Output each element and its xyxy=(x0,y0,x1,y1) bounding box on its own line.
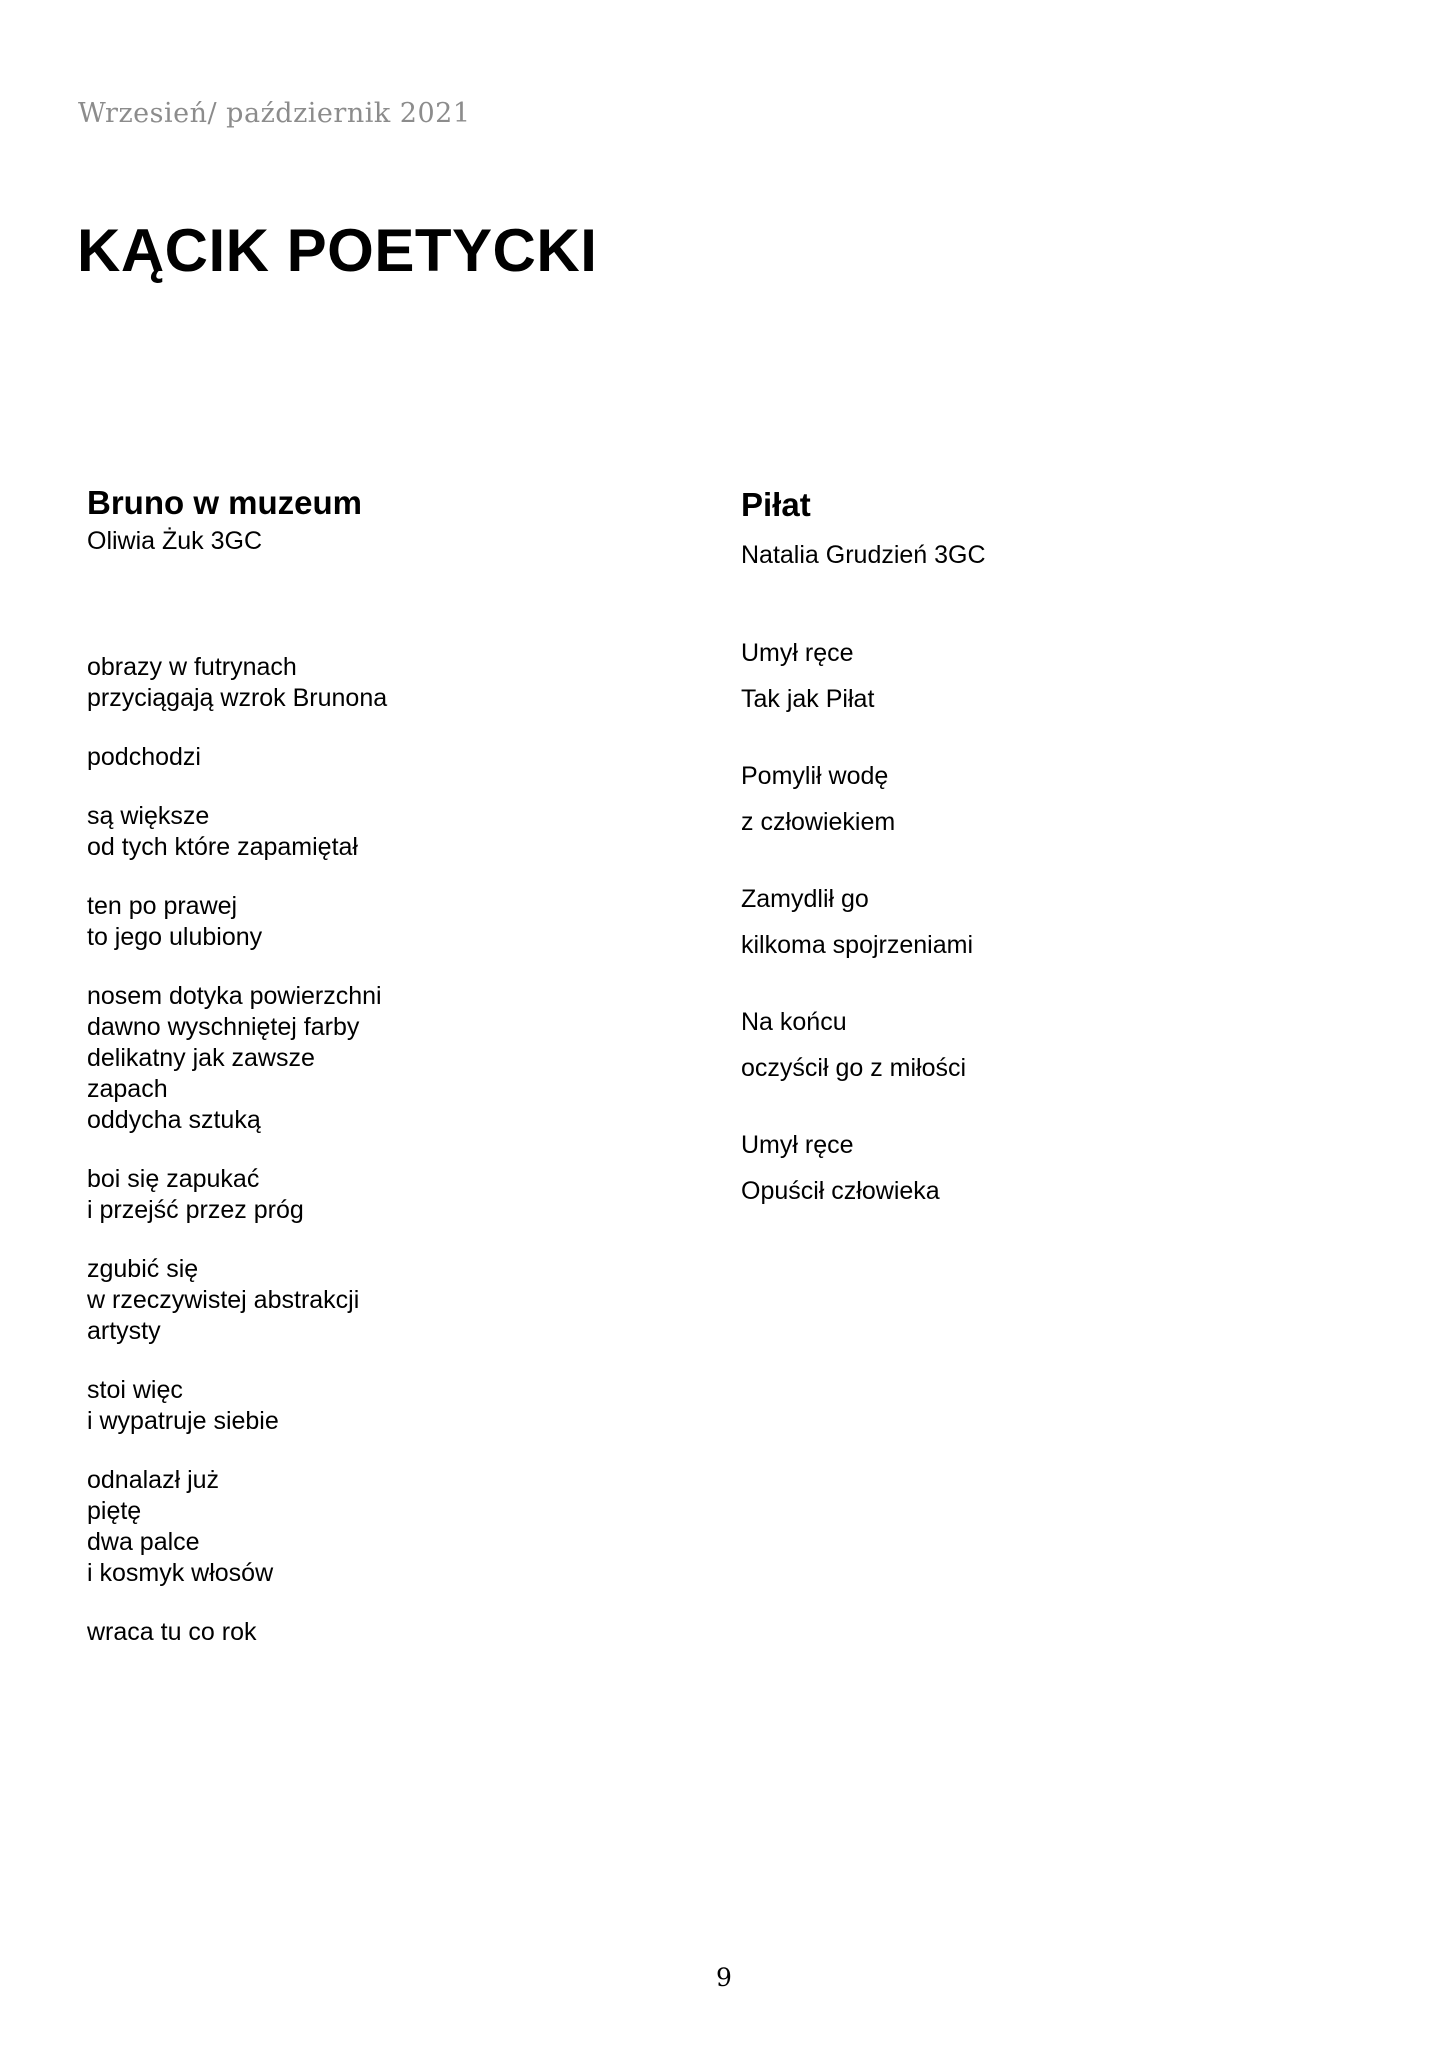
poem-body xyxy=(741,630,1241,1245)
poem-line: Opuścił człowieka xyxy=(741,1177,940,1205)
poem-line: i wypatruje siebie xyxy=(87,1407,279,1435)
poem-author: Oliwia Żuk 3GC xyxy=(87,527,263,555)
poem-line: podchodzi xyxy=(87,743,201,771)
poem-line: w rzeczywistej abstrakcji xyxy=(87,1286,360,1314)
poem-line: odnalazł już xyxy=(87,1466,220,1494)
poem-line: od tych które zapamiętał xyxy=(87,833,358,861)
poem-line: stoi więc xyxy=(87,1376,183,1404)
poem-title: Piłat xyxy=(741,486,811,523)
poem-line: zapach xyxy=(87,1075,168,1103)
stanza xyxy=(87,1164,587,1226)
poem-line: i kosmyk włosów xyxy=(87,1559,274,1587)
poem-line: obrazy w futrynach xyxy=(87,653,297,681)
issue-date: Wrzesień/ październik 2021 xyxy=(78,98,471,129)
poem-author: Natalia Grudzień 3GC xyxy=(741,541,986,569)
poem-body xyxy=(87,652,587,1676)
stanza xyxy=(741,999,1241,1091)
poem-line: dwa palce xyxy=(87,1528,200,1556)
poem-line: z człowiekiem xyxy=(741,808,896,836)
poem-line: Tak jak Piłat xyxy=(741,685,875,713)
stanza xyxy=(87,981,587,1136)
poem-line: przyciągają wzrok Brunona xyxy=(87,684,388,712)
page-title: KĄCIK POETYCKI xyxy=(77,217,598,284)
stanza xyxy=(87,1465,587,1589)
stanza xyxy=(741,1122,1241,1214)
stanza xyxy=(87,1254,587,1347)
poem-line: i przejść przez próg xyxy=(87,1196,304,1224)
poem-line: kilkoma spojrzeniami xyxy=(741,931,974,959)
page-number: 9 xyxy=(716,1963,732,1992)
poem-line: są większe xyxy=(87,802,210,830)
stanza xyxy=(741,753,1241,845)
stanza xyxy=(87,652,587,714)
stanza xyxy=(87,1375,587,1437)
poem-title: Bruno w muzeum xyxy=(87,484,363,521)
poem-line: ten po prawej xyxy=(87,892,238,920)
poem-line: to jego ulubiony xyxy=(87,923,263,951)
poem-line: boi się zapukać xyxy=(87,1165,260,1193)
poem-line: piętę xyxy=(87,1497,142,1525)
poem-line: oczyścił go z miłości xyxy=(741,1054,967,1082)
stanza xyxy=(87,1617,587,1648)
poem-line: dawno wyschniętej farby xyxy=(87,1013,360,1041)
poem-line: Na końcu xyxy=(741,1008,847,1036)
poem-line: nosem dotyka powierzchni xyxy=(87,982,382,1010)
poem-line: Umył ręce xyxy=(741,1131,854,1159)
stanza xyxy=(87,891,587,953)
poem-line: Umył ręce xyxy=(741,639,854,667)
poem-line: Pomylił wodę xyxy=(741,762,889,790)
poem-line: delikatny jak zawsze xyxy=(87,1044,315,1072)
poem-line: zgubić się xyxy=(87,1255,199,1283)
stanza xyxy=(741,876,1241,968)
poem-line: wraca tu co rok xyxy=(87,1618,257,1646)
stanza xyxy=(87,801,587,863)
stanza xyxy=(741,630,1241,722)
stanza xyxy=(87,742,587,773)
poem-line: oddycha sztuką xyxy=(87,1106,261,1134)
poem-line: Zamydlił go xyxy=(741,885,869,913)
poem-line: artysty xyxy=(87,1317,161,1345)
